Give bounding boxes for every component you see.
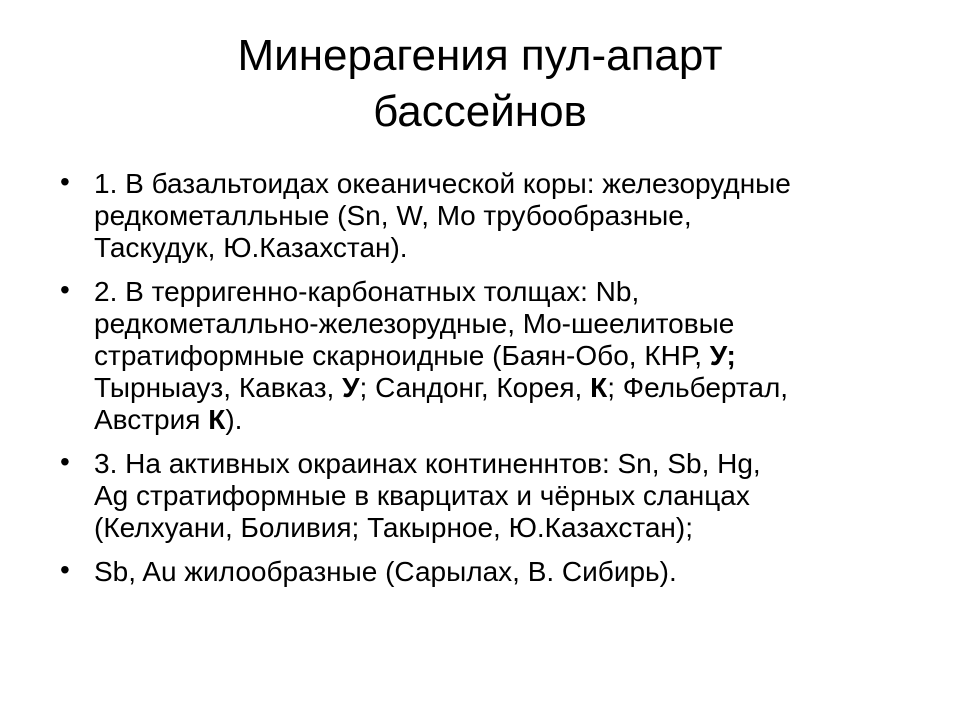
bullet-line: 2. В терригенно-карбонатных толщах: Nb,: [94, 276, 640, 307]
bullet-line: Ag стратиформные в кварцитах и чёрных сланцах: [94, 480, 750, 511]
bullet-line: [94, 340, 880, 372]
bullet-text-segment: Тырныауз, Кавказ,: [94, 372, 343, 403]
bullet-line: (Келхуани, Боливия; Такырное, Ю.Казахстан);: [94, 512, 693, 543]
bullet-line: 3. На активных окраинах континеннтов: Sn, Sb, Hg,: [94, 448, 761, 479]
bullet-line: редкометалльно-железорудные, Mo-шеелитовые: [94, 308, 735, 339]
bullet-line: [94, 372, 880, 404]
bold-marker: У;: [709, 340, 736, 371]
bullet-list: [60, 168, 880, 600]
bullet-text-segment: ).: [225, 404, 243, 435]
bullet-dot: •: [60, 554, 70, 585]
bullet-line: редкометалльные (Sn, W, Mo трубообразные,: [94, 200, 692, 231]
bullet-text-segment: ; Сандонг, Корея,: [359, 372, 591, 403]
bullet-line: Таскудук, Ю.Казахстан).: [94, 232, 408, 263]
title-line-2: бассейнов: [373, 87, 587, 136]
bold-marker: К: [590, 372, 608, 403]
bullet-dot: •: [60, 446, 70, 477]
bullet-item-2: [60, 276, 880, 436]
slide-title: [80, 28, 880, 140]
bullet-text: [94, 276, 880, 436]
bullet-text: [94, 168, 880, 264]
bullet-item-1: [60, 168, 880, 264]
bullet-dot: •: [60, 166, 70, 197]
bullet-line: 1. В базальтоидах океанической коры: железорудные: [94, 168, 791, 199]
bullet-line: Sb, Au жилообразные (Сарылах, В. Сибирь).: [94, 556, 677, 587]
bold-marker: У: [342, 372, 360, 403]
bullet-line: [94, 404, 880, 436]
bullet-text-segment: ; Фельбертал,: [607, 372, 789, 403]
bullet-text-segment: стратиформные скарноидные (Баян-Обо, КНР,: [94, 340, 710, 371]
bullet-text: [94, 448, 880, 544]
bullet-item-3: [60, 448, 880, 544]
bullet-text-segment: Австрия: [94, 404, 209, 435]
bold-marker: К: [208, 404, 226, 435]
title-line-1: Минерагения пул-апарт: [237, 31, 723, 80]
bullet-dot: •: [60, 274, 70, 305]
bullet-text: [94, 556, 880, 588]
bullet-item-4: [60, 556, 880, 588]
